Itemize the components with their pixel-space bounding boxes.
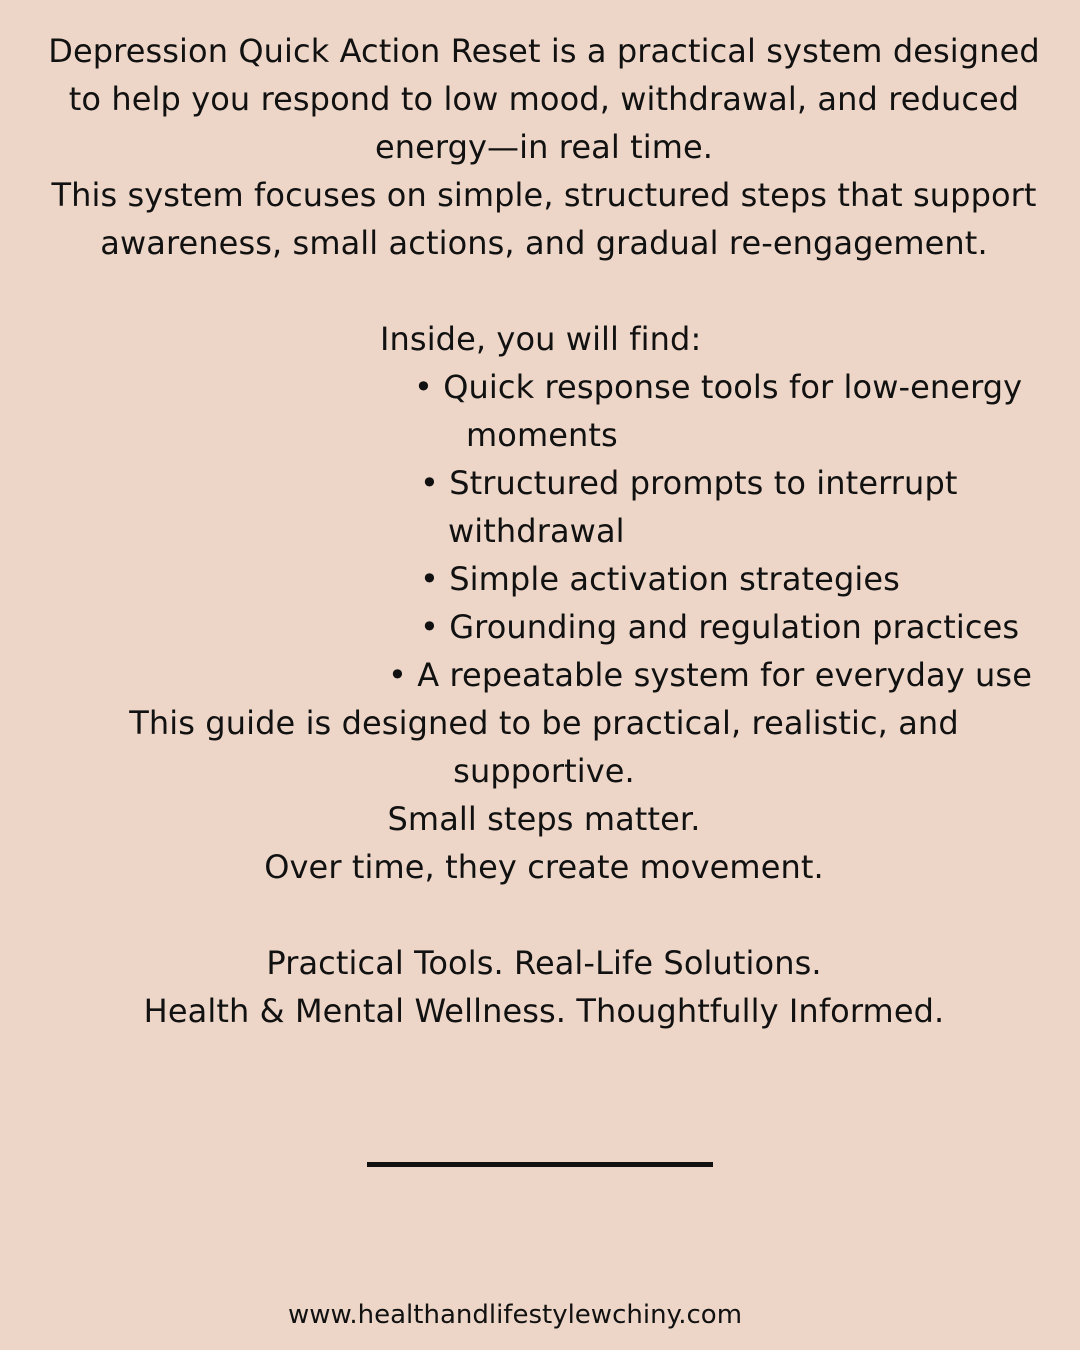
closing-line: supportive. (453, 752, 635, 790)
tagline-line: Health & Mental Wellness. Thoughtfully Informed. (143, 992, 945, 1030)
closing-line: Over time, they create movement. (264, 848, 824, 886)
tagline-line: Practical Tools. Real-Life Solutions. (266, 944, 822, 982)
closing-line: This guide is designed to be practical, realistic, and (129, 704, 959, 742)
list-item: • Structured prompts to interrupt (420, 464, 958, 502)
intro-line: This system focuses on simple, structured steps that support (51, 176, 1037, 214)
intro-line: to help you respond to low mood, withdrawal, and reduced (68, 80, 1020, 118)
intro-line: awareness, small actions, and gradual re-engagement. (100, 224, 988, 262)
list-item-continuation: withdrawal (448, 512, 625, 550)
intro-line: Depression Quick Action Reset is a practical system designed (48, 32, 1040, 70)
list-item: • Grounding and regulation practices (420, 608, 1020, 646)
list-item-continuation: moments (466, 416, 618, 454)
intro-line: energy—in real time. (374, 128, 714, 166)
list-heading: Inside, you will find: (380, 320, 702, 358)
list-item: • A repeatable system for everyday use (388, 656, 1032, 694)
list-item: • Quick response tools for low-energy (414, 368, 1023, 406)
closing-line: Small steps matter. (387, 800, 701, 838)
website-url: www.healthandlifestylewchiny.com (287, 1300, 743, 1330)
list-item: • Simple activation strategies (420, 560, 900, 598)
divider-line (367, 1162, 713, 1167)
